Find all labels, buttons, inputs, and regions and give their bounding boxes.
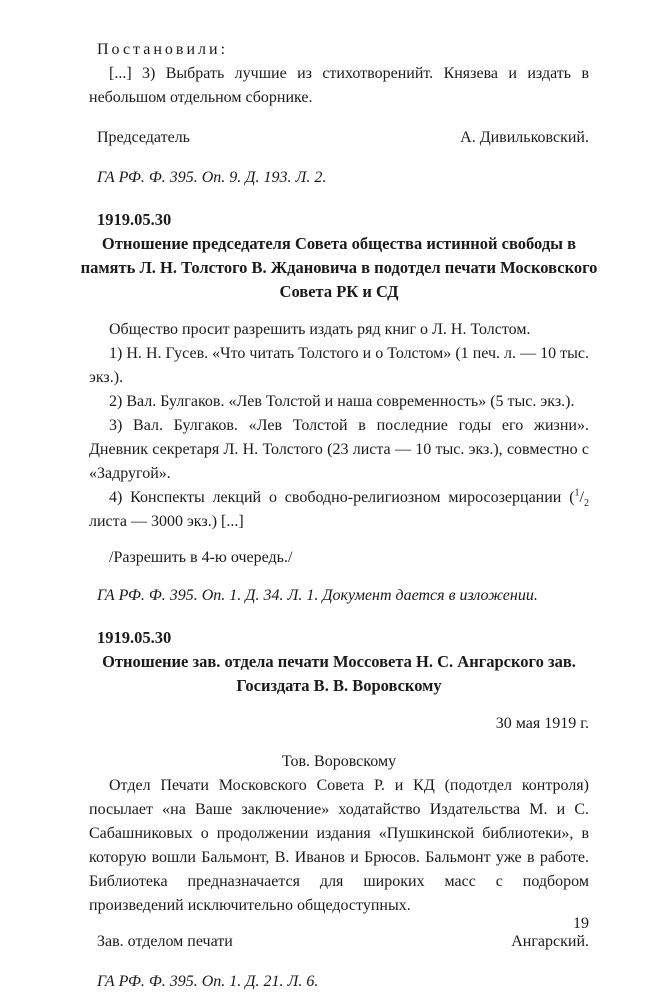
doc2-item-3: 3) Вал. Булгаков. «Лев Толстой в последние годы его жизни». Дневник секретаря Л. Н. Толстого (23 листа — 10 тыс. экз.), совместно с «Задругой». (89, 417, 589, 482)
archive-source-1: ГА РФ. Ф. 395. Оп. 9. Д. 193. Л. 2. (97, 169, 327, 186)
doc2-item-4-text: 4) Конспекты лекций о свободно-религиозном миросозерцании ( (109, 489, 575, 506)
letter-addressee: Тов. Воровскому (281, 753, 397, 770)
doc2-item-1: 1) Н. Н. Гусев. «Что читать Толстого и о Толстом» (1 печ. л. — 10 тыс. экз.). (89, 345, 589, 386)
signature-name: Ангарский. (511, 933, 589, 950)
document-title-2: Отношение председателя Совета общества истинной свободы в память Л. Н. Толстого В. Ждановича в подотдел печати Московского Совета РК и СД (80, 234, 598, 301)
document-date-3: 1919.05.30 (97, 628, 172, 647)
doc2-item-4 (89, 486, 589, 534)
signature-line-1 (89, 126, 589, 150)
page-number: 19 (573, 915, 589, 932)
doc2-intro: Общество просит разрешить издать ряд книг о Л. Н. Толстом. (109, 321, 531, 338)
resolution-heading: Постановили: (97, 41, 229, 58)
resolution-text: [...] 3) Выбрать лучшие из стихотворенийт. Князева и издать в небольшом отдельном сборнике. (89, 65, 589, 106)
page-content (80, 38, 598, 994)
doc2-resolution: /Разрешить в 4-ю очередь./ (109, 549, 293, 566)
document-date-2: 1919.05.30 (97, 210, 172, 229)
doc2-item-4-rest: листа — 3000 экз.) [...] (89, 513, 244, 530)
archive-source-3: ГА РФ. Ф. 395. Оп. 1. Д. 21. Л. 6. (97, 973, 319, 990)
letter-date: 30 мая 1919 г. (495, 715, 589, 732)
archive-source-2: ГА РФ. Ф. 395. Оп. 1. Д. 34. Л. 1. Документ дается в изложении. (97, 587, 538, 604)
document-title-3: Отношение зав. отдела печати Моссовета Н. С. Ангарского зав. Госиздата В. В. Воровскому (102, 652, 576, 695)
doc2-item-2: 2) Вал. Булгаков. «Лев Толстой и наша современность» (5 тыс. экз.). (109, 393, 575, 410)
signature-line-3 (89, 930, 589, 954)
signature-role: Зав. отделом печати (97, 933, 233, 950)
signature-role: Председатель (97, 129, 190, 146)
fraction-slash: / (579, 489, 584, 506)
signature-name: А. Дивильковский. (460, 129, 589, 146)
fraction-numerator: 1 (574, 487, 580, 499)
letter-body: Отдел Печати Московского Совета Р. и КД (подотдел контроля) посылает «на Ваше заключение» ходатайство Издательства М. и С. Сабашниковых о продолжении издания «Пушкинской библиотеки», в которую вошли Бальмонт, В. Иванов и Брюсов. Бальмонт уже в работе. Библиотека предназначается для широких масс с подбором произведений исключительно общедоступных. (89, 777, 589, 914)
fraction-denominator: 2 (584, 498, 589, 510)
